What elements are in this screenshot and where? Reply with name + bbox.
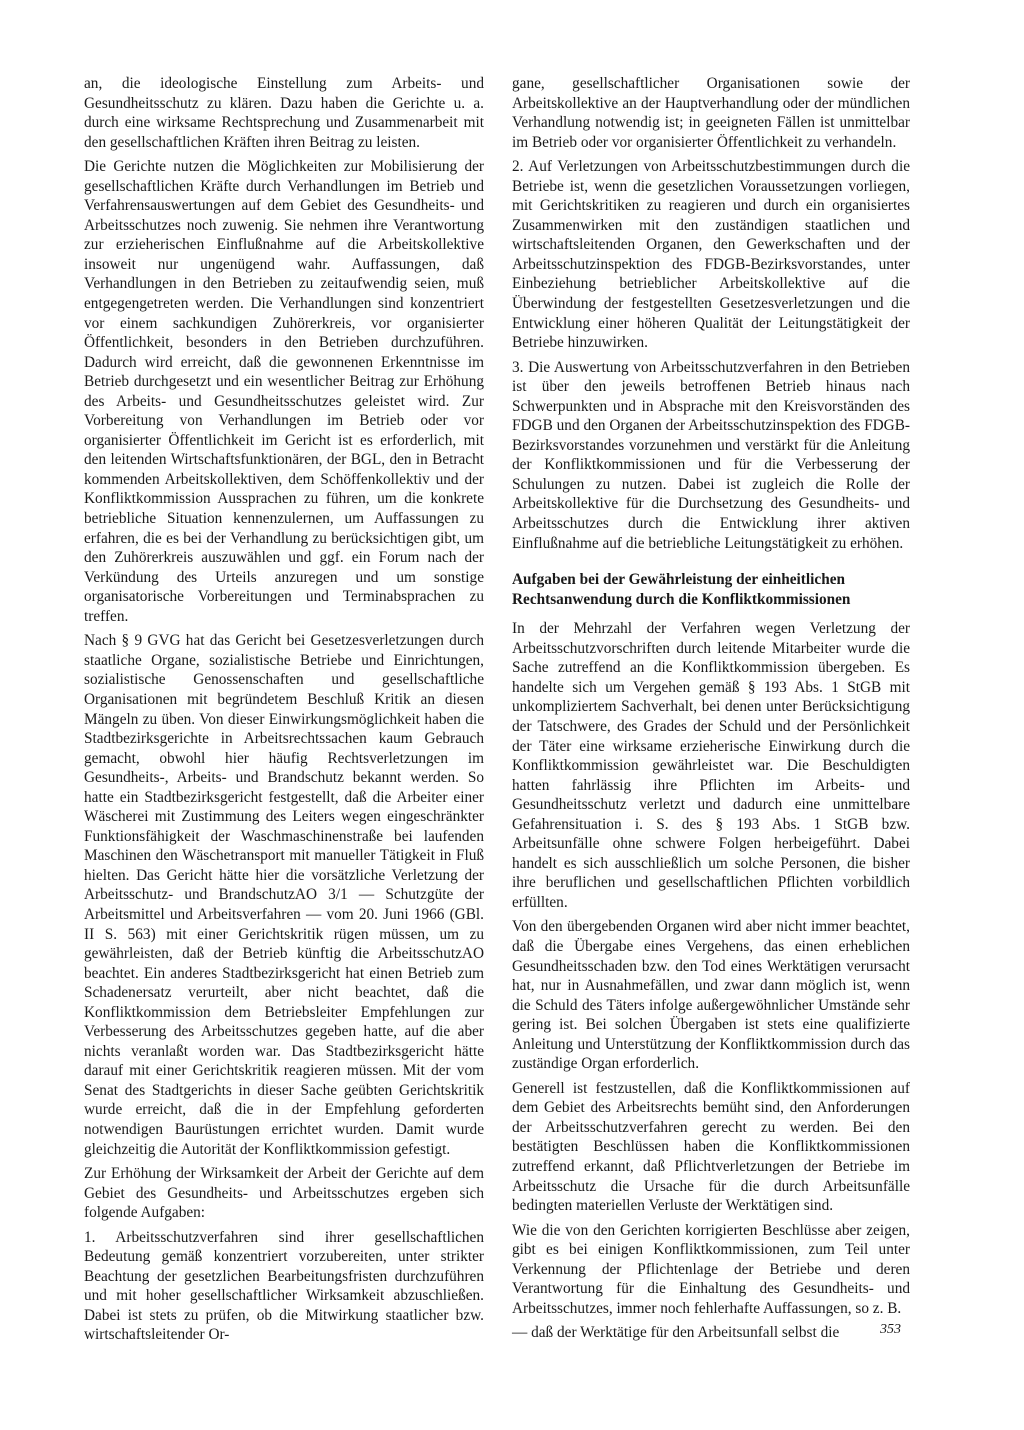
paragraph: Die Gerichte nutzen die Möglichkeiten zur Mobilisierung der gesellschaftlichen Kräfte durch Verhandlungen im Betrieb und Verfahrensauswertungen auf dem Gebiet des Gesundheits- und Arbeitsschutzes noch zuwenig. Sie nehmen ihre Verantwortung zur erzieherischen Einflußnahme auf die Arbeitskollektive insoweit nur ungenügend wahr. Auffassungen, daß Verhandlungen in den Betrieben zu zeitaufwendig seien, muß entgegengetreten werden. Die Verhandlungen sind konzentriert vor einem sachkundigen Zuhörerkreis, vor organisierter Öffentlichkeit, besonders in den Betrieben durchzuführen. Dadurch wird erreicht, daß die gewonnenen Erkenntnisse im Betrieb durchgesetzt und ein wesentlicher Beitrag zur Erhöhung des Arbeits- und Gesundheitsschutzes geleistet wird. Zur Vorbereitung von Verhandlungen im Betrieb oder vor organisierter Öffentlichkeit im Gericht ist es erforderlich, mit den leitenden Wirtschaftsfunktionären, der BGL, den in Betracht kommenden Arbeitskollektiven, dem Schöffenkollektiv und der Konfliktkommission Aussprachen zu führen, um die konkrete betriebliche Situation kennenzulernen, um Auffassungen zu erfahren, die es bei der Verhandlung zu berücksichtigen gibt, um den Zuhörerkreis auszuwählen und ggf. ein Forum nach der Verkündung des Urteils anzuregen und um sonstige organisatorische Vorbereitungen und Terminabsprachen zu treffen. [84, 158, 484, 625]
paragraph: Nach § 9 GVG hat das Gericht bei Gesetzesverletzungen durch staatliche Organe, sozialistische Betriebe und Einrichtungen, sozialistische Genossenschaften und gesellschaftliche Organisationen mit begründetem Beschluß Kritik an diesen Mängeln zu üben. Von dieser Einwirkungsmöglichkeit haben die Stadtbezirksgerichte in Arbeitsrechtssachen kaum Gebrauch gemacht, obwohl hier häufig Rechtsverletzungen im Gesundheits-, Arbeits- und Brandschutz bekannt werden. So hatte ein Stadtbezirksgericht festgestellt, daß die Arbeiter einer Wäscherei mit Zustimmung des Leiters wegen eingeschränkter Funktionsfähigkeit der Waschmaschinenstraße bei laufenden Maschinen den Wäschetransport mit manueller Tätigkeit in Fluß hielten. Das Gericht hätte hier die vorsätzliche Verletzung der Arbeitsschutz- und BrandschutzAO 3/1 — Schutzgüte der Arbeitsmittel und Arbeitsverfahren — vom 20. Juni 1966 (GBl. II S. 563) mit einer Gerichtskritik rügen müssen, um zu gewährleisten, daß der Betrieb künftig die ArbeitsschutzAO beachtet. Ein anderes Stadtbezirksgericht hat einen Betrieb zum Schadenersatz verurteilt, aber nicht beachtet, daß die Konfliktkommission dem Betriebsleiter Empfehlungen zur Verbesserung des Arbeitsschutzes gegeben hatte, auf die aber nichts veranlaßt worden war. Das Stadtbezirksgericht hätte darauf mit einer Gerichtskritik reagieren müssen. Mit der vom Senat des Stadtgerichts in dieser Sache geübten Gerichtskritik wurde erreicht, daß die in der Empfehlung geforderten notwendigen Baurüstungen errichtet wurden. Damit wurde gleichzeitig die Autorität der Konfliktkommission gefestigt. [84, 632, 484, 1158]
paragraph: Zur Erhöhung der Wirksamkeit der Arbeit der Gerichte auf dem Gebiet des Gesundheits- und Arbeitsschutzes ergeben sich folgende Aufgaben: [84, 1165, 484, 1222]
right-column [512, 74, 910, 1348]
paragraph: Wie die von den Gerichten korrigierten Beschlüsse aber zeigen, gibt es bei einigen Konfliktkommissionen, zum Teil unter Verkennung der Pflichtenlage der Betriebe und deren Verantwortung für die Einhaltung des Gesundheits- und Arbeitsschutzes, immer noch fehlerhafte Auffassungen, so z. B. [512, 1221, 910, 1317]
paragraph: 2. Auf Verletzungen von Arbeitsschutzbestimmungen durch die Betriebe ist, wenn die gesetzlichen Voraussetzungen vorliegen, mit Gerichtskritiken zu reagieren und durch ein organisiertes Zusammenwirken mit den zuständigen staatlichen und wirtschaftsleitenden Organen, den Gewerkschaften und der Arbeitsschutzinspektion des FDGB-Bezirksvorstandes, unter Einbeziehung betrieblicher Arbeitskollektive auf die Überwindung der festgestellten Gesetzesverletzungen und die Entwicklung einer höheren Qualität der Leitungstätigkeit der Betriebe hinzuwirken. [512, 158, 910, 352]
paragraph: Von den übergebenden Organen wird aber nicht immer beachtet, daß die Übergabe eines Vergehens, das einen erheblichen Gesundheitsschaden bzw. den Tod eines Werktätigen verursacht hat, nur in Ausnahmefällen, und zwar dann möglich ist, wenn die Schuld des Täters infolge außergewöhnlicher Umstände sehr gering ist. Bei solchen Übergaben ist stets eine qualifizierte Anleitung und Unterstützung der Konfliktkommission durch das zuständige Organ erforderlich. [512, 918, 910, 1073]
section-heading: Aufgaben bei der Gewährleistung der einheitlichen Rechtsanwendung durch die Konfliktkommissionen [512, 571, 851, 608]
page-number: 353 [880, 1322, 901, 1337]
paragraph: In der Mehrzahl der Verfahren wegen Verletzung der Arbeitsschutzvorschriften durch leitende Mitarbeiter wurde die Sache zutreffend an die Konfliktkommission übergeben. Es handelte sich um Vergehen gemäß § 193 Abs. 1 StGB mit unkompliziertem Sachverhalt, bei denen unter Berücksichtigung der Tatschwere, des Grades der Schuld und der Persönlichkeit der Täter eine wirksame erzieherische Einwirkung durch die Konfliktkommission gewährleistet war. Die Beschuldigten hatten fahrlässig ihre Pflichten im Arbeits- und Gesundheitsschutz verletzt und dadurch eine unmittelbare Gefahrensituation i. S. des § 193 Abs. 1 StGB bzw. Arbeitsunfälle ohne schwere Folgen herbeigeführt. Dabei handelt es sich ausschließlich um solche Personen, die bisher ihre beruflichen und gesellschaftlichen Pflichten vorbildlich erfüllten. [512, 620, 910, 911]
left-column [84, 74, 484, 1350]
paragraph: an, die ideologische Einstellung zum Arbeits- und Gesundheitsschutz zu klären. Dazu haben die Gerichte u. a. durch eine wirksame Rechtsprechung und Zusammenarbeit mit den gesellschaftlichen Kräften ihren Beitrag zu leisten. [84, 75, 484, 151]
paragraph: 3. Die Auswertung von Arbeitsschutzverfahren in den Betrieben ist über den jeweils betroffenen Betrieb hinaus nach Schwerpunkten und in Absprache mit den Kreisvorständen des FDGB und den Organen der Arbeitsschutzinspektion des FDGB-Bezirksvorstandes vorzunehmen und verstärkt für die Anleitung der Konfliktkommissionen und für die Verbesserung der Schulungen zu nutzen. Dabei ist zugleich die Rolle der Arbeitskollektive für die Durchsetzung des Gesundheits- und Arbeitsschutzes durch die Entwicklung ihrer aktiven Einflußnahme auf die betriebliche Leitungstätigkeit zu erhöhen. [512, 358, 910, 552]
paragraph: Generell ist festzustellen, daß die Konfliktkommissionen auf dem Gebiet des Arbeitsrechts bemüht sind, den Anforderungen der Arbeitsschutzverfahren gerecht zu werden. Bei den bestätigten Beschlüssen haben die Konfliktkommissionen zutreffend erkannt, daß Pflichtverletzungen der Betriebe im Arbeitsschutz die Ursache für die durch Arbeitsunfälle bedingten materiellen Verluste der Werktätigen sind. [512, 1079, 910, 1215]
paragraph: 1. Arbeitsschutzverfahren sind ihrer gesellschaftlichen Bedeutung gemäß konzentriert vorzubereiten, unter strikter Beachtung der gesetzlichen Bearbeitungsfristen durchzuführen und mit hoher gesellschaftlicher Wirksamkeit abzuschließen. Dabei ist stets zu prüfen, ob die Mitwirkung staatlicher bzw. wirtschaftsleitender Or- [84, 1228, 484, 1344]
paragraph: gane, gesellschaftlicher Organisationen sowie der Arbeitskollektive an der Hauptverhandlung oder der mündlichen Verhandlung notwendig ist; in geeigneten Fällen ist unmittelbar im Betrieb oder vor organisierter Öffentlichkeit zu verhandeln. [512, 75, 910, 151]
paragraph: — daß der Werktätige für den Arbeitsunfall selbst die [512, 1324, 840, 1342]
